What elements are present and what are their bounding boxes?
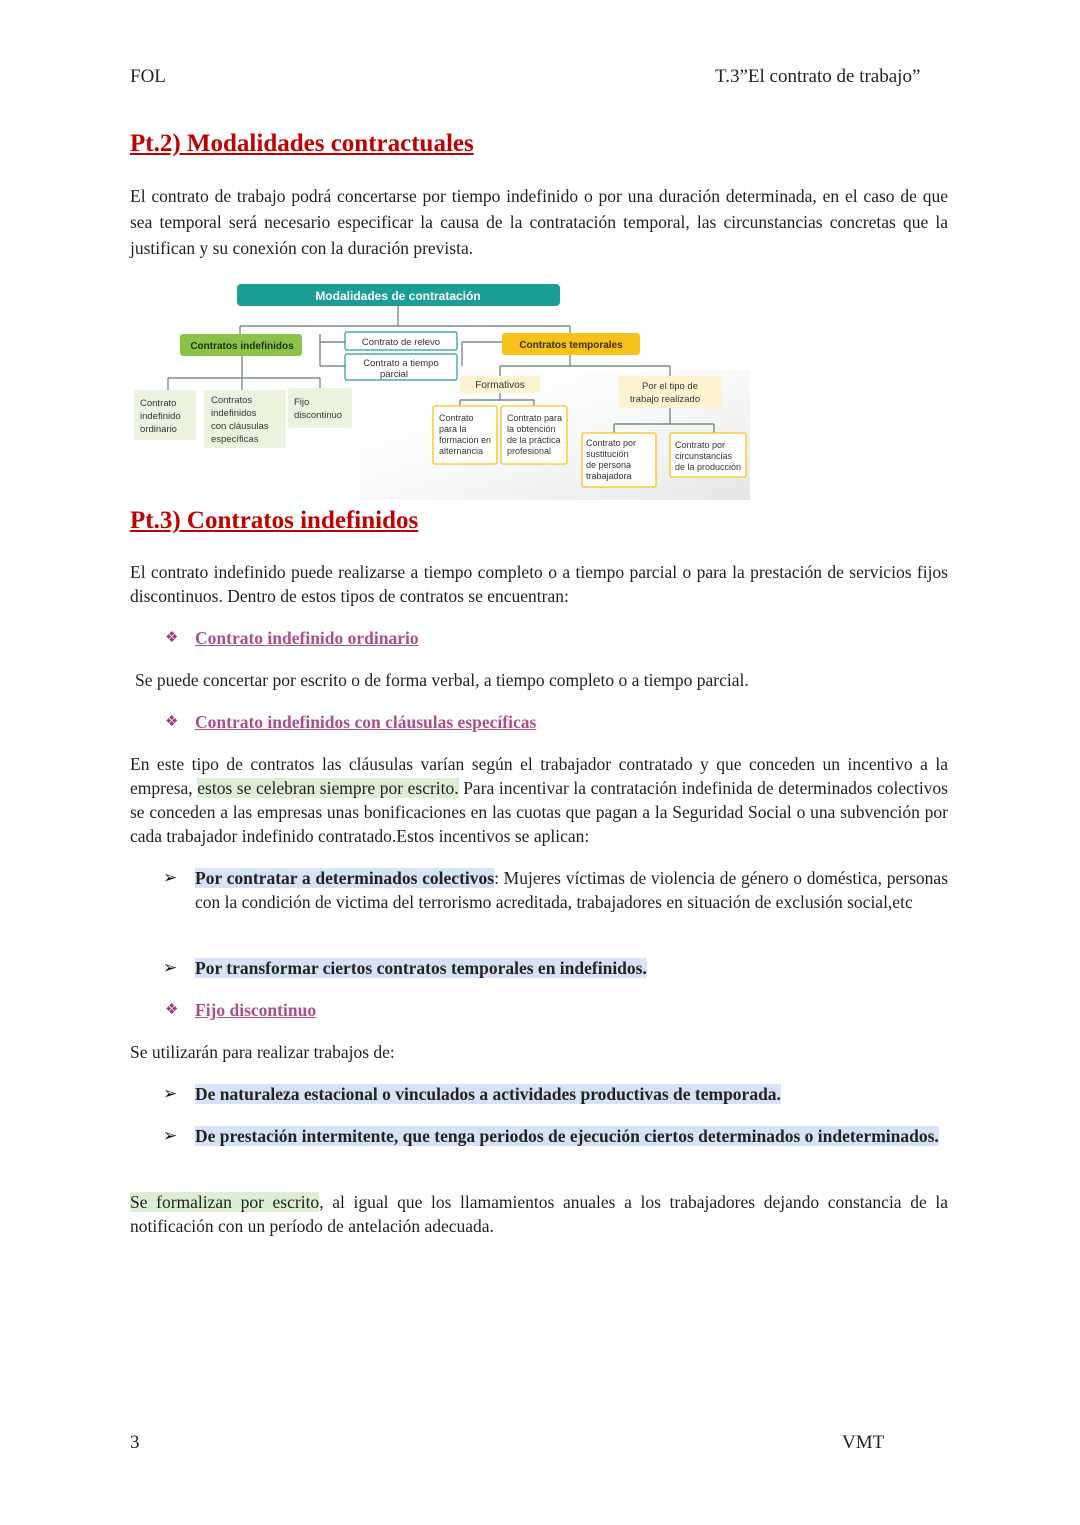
practica-node-label: Contrato para la obtención de la práctica profesional xyxy=(507,413,563,456)
diamond-bullet-icon: ❖ xyxy=(165,714,179,730)
section3-title: Pt.3) Contratos indefinidos xyxy=(130,507,419,534)
formativos-node-label: Formativos xyxy=(475,380,525,391)
item-clausulas-link[interactable]: Contrato indefinidos con cláusulas específicas xyxy=(195,712,537,732)
por-tipo-node-label-2: trabajo realizado xyxy=(629,394,701,405)
alternancia-node-label: Contrato para la formación en alternancia xyxy=(439,413,492,456)
section2-paragraph: El contrato de trabajo podrá concertarse por tiempo indefinido o por una duración determinada, en el caso de que sea temporal será necesario especificar la causa de la contratación temporal, las circunstancias concretas que la justifican y su conexión con la duración prevista. xyxy=(130,186,948,258)
parcial-node-label-1: Contrato a tiempo xyxy=(363,358,439,369)
sustitucion-node-label: Contrato por sustitución de persona trabajadora xyxy=(586,438,637,481)
section2-title: Pt.2) Modalidades contractuales xyxy=(130,130,474,157)
arrow-bullet-icon: ➢ xyxy=(163,868,178,887)
header-right: T.3”El contrato de trabajo” xyxy=(715,66,921,87)
highlight-formalizan: Se formalizan por escrito xyxy=(130,1192,320,1212)
highlight-escrito: estos se celebran siempre por escrito. xyxy=(197,778,459,798)
item-fijo-text: Se utilizarán para realizar trabajos de: xyxy=(130,1042,395,1062)
sub-bullet-colectivos: ➢ Por contratar a determinados colectivos: Mujeres víctimas de violencia de género o doméstica, personas con la condición de victima del terrorismo acreditada, trabajadores en situación de exclusión social,etc xyxy=(163,868,948,912)
footer-author: VMT xyxy=(842,1432,885,1453)
temporales-node-label: Contratos temporales xyxy=(519,340,623,351)
contract-modalities-diagram xyxy=(130,280,750,502)
bullet-item-clausulas xyxy=(165,710,536,734)
sub-bullet-estacional: ➢ De naturaleza estacional o vinculados a actividades productivas de temporada. xyxy=(163,1084,781,1104)
diamond-bullet-icon: ❖ xyxy=(165,1002,179,1018)
item-ordinario-link[interactable]: Contrato indefinido ordinario xyxy=(195,628,419,648)
root-node-label: Modalidades de contratación xyxy=(315,289,481,303)
sub-bullet-transformar: ➢ Por transformar ciertos contratos temporales en indefinidos. xyxy=(163,958,647,978)
parcial-node-label-2: parcial xyxy=(380,369,408,380)
fijo-node-label: Fijo discontinuo xyxy=(294,397,343,421)
page-number: 3 xyxy=(130,1432,140,1453)
fijo-node-box xyxy=(288,388,352,428)
arrow-bullet-icon: ➢ xyxy=(163,1126,178,1145)
item-ordinario-text: Se puede concertar por escrito o de forma verbal, a tiempo completo o a tiempo parcial. xyxy=(135,670,749,690)
header-left: FOL xyxy=(130,66,166,87)
sub-bullet-intermitente: ➢ De prestación intermitente, que tenga periodos de ejecución ciertos determinados o indeterminados. xyxy=(163,1126,939,1146)
item-clausulas-paragraph: En este tipo de contratos las cláusulas varían según el trabajador contratado y que conceden un incentivo a la empresa, estos se celebran siempre por escrito. Para incentivar la contratación indefinida de determinados colectivos se conceden a las empresas unas bonificaciones en las cuotas que pagan a la Seguridad Social o una subvención por cada trabajador indefinido contratado.Estos incentivos se aplican: xyxy=(130,754,948,846)
clausulas-node-label: Contratos indefinidos con cláusulas específicas xyxy=(211,395,269,445)
bullet-item-fijo xyxy=(165,998,316,1022)
arrow-bullet-icon: ➢ xyxy=(163,1084,178,1103)
ordinario-node-label: Contrato indefinido ordinario xyxy=(140,398,181,435)
indefinidos-node-label: Contratos indefinidos xyxy=(190,341,294,352)
bullet-item-ordinario xyxy=(165,626,419,650)
relevo-node-label: Contrato de relevo xyxy=(361,337,441,348)
arrow-bullet-icon: ➢ xyxy=(163,958,178,977)
section3-intro: El contrato indefinido puede realizarse a tiempo completo o a tiempo parcial o para la prestación de servicios fijos discontinuos. Dentro de estos tipos de contratos se encuentran: xyxy=(130,562,948,606)
diamond-bullet-icon: ❖ xyxy=(165,630,179,646)
por-tipo-node-label-1: Por el tipo de xyxy=(642,381,698,392)
circunstancias-node-label: Contrato por circunstancias de la producción xyxy=(675,440,742,472)
closing-paragraph: Se formalizan por escrito, al igual que los llamamientos anuales a los trabajadores dejando constancia de la notificación con un período de antelación adecuada. xyxy=(130,1192,948,1236)
item-fijo-link[interactable]: Fijo discontinuo xyxy=(195,1000,317,1020)
